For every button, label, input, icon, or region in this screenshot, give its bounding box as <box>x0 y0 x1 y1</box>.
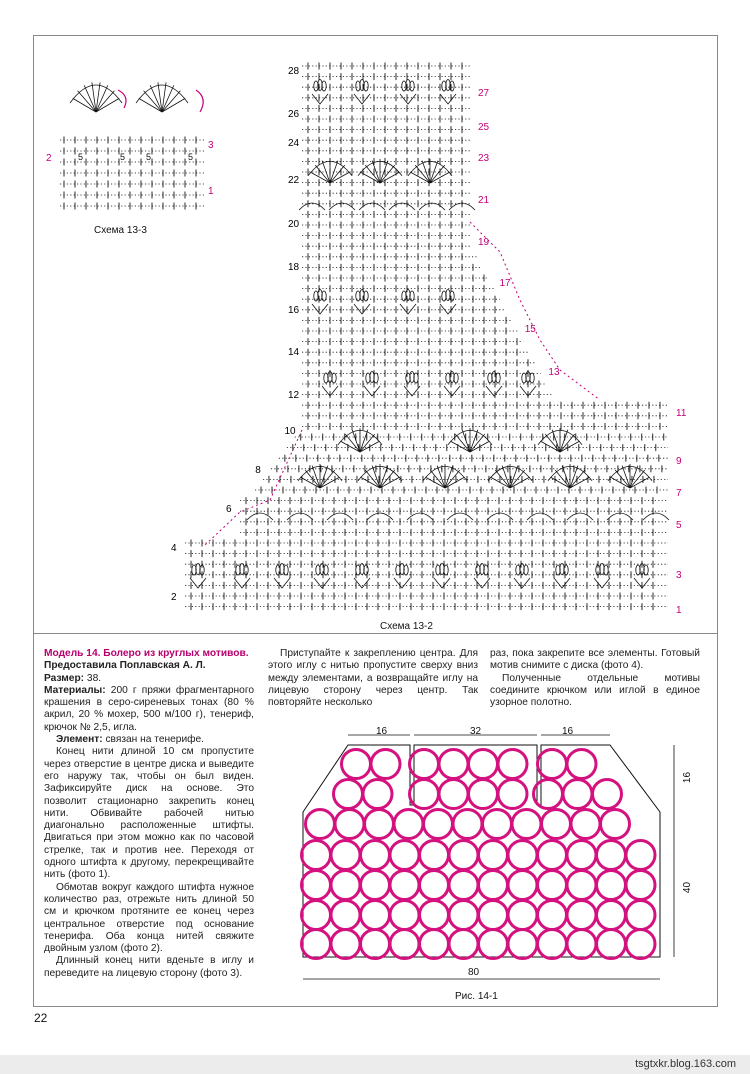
dim-top-right: 16 <box>562 726 574 737</box>
motif-circle <box>601 810 630 839</box>
fan-motif <box>315 165 330 183</box>
motif-circle <box>479 901 508 930</box>
dim-right-top: 16 <box>682 771 694 784</box>
motif-circle <box>331 930 360 959</box>
row-number-left: 6 <box>226 504 232 515</box>
dim-bottom: 80 <box>468 967 480 978</box>
motif-circle <box>420 901 449 930</box>
fan-motif <box>415 165 430 183</box>
motif-circle <box>508 930 537 959</box>
small-scheme-row-1: 1 <box>208 186 214 197</box>
motif-circle <box>302 871 331 900</box>
author-line: Предоставила Поплавская А. Л. <box>44 660 206 672</box>
motif-circle <box>449 871 478 900</box>
figure-caption: Рис. 14-1 <box>455 991 498 1002</box>
article-column-2 <box>268 648 478 709</box>
motif-circle <box>363 780 392 809</box>
motif-circle <box>449 901 478 930</box>
motif-circle <box>449 930 478 959</box>
tulip-motif-stem <box>234 578 250 588</box>
fan-motif <box>360 434 375 452</box>
row-number-right: 11 <box>676 408 687 419</box>
motif-circle <box>306 810 335 839</box>
col3-paragraph-1: раз, пока закрепите все элементы. Готовый мотив снимите с диска (фото 4). <box>490 648 700 672</box>
motif-circle <box>483 810 512 839</box>
row-number-left: 16 <box>288 305 300 316</box>
element-label: Элемент: <box>56 734 103 746</box>
small-stitch-count: 5 <box>78 152 84 162</box>
motif-circle <box>420 871 449 900</box>
row-number-right: 1 <box>676 605 682 616</box>
motif-circle <box>469 780 498 809</box>
tulip-motif-stem <box>440 94 456 104</box>
motif-circle <box>538 930 567 959</box>
row-number-right: 9 <box>676 456 682 467</box>
motif-circle <box>469 750 498 779</box>
motif-circle <box>563 780 592 809</box>
row-number-right: 17 <box>499 278 511 289</box>
article-column-3 <box>490 648 700 709</box>
col1-paragraph-3: Длинный конец нити вденьте в иглу и переведите на лицевую сторону (фото 3). <box>44 955 254 979</box>
motif-circle <box>538 841 567 870</box>
motif-circle <box>365 810 394 839</box>
motif-circle <box>567 750 596 779</box>
tulip-motif-stem <box>514 578 530 588</box>
tulip-motif-stem <box>554 578 570 588</box>
motif-circle <box>626 841 655 870</box>
motif-circle <box>538 901 567 930</box>
materials-label: Материалы: <box>44 684 106 696</box>
motif-circle <box>498 750 527 779</box>
motif-circle <box>302 901 331 930</box>
main-scheme-caption: Схема 13-2 <box>380 621 433 632</box>
motif-circle <box>302 930 331 959</box>
tulip-motif-stem <box>354 94 370 104</box>
fan-motif <box>365 470 380 488</box>
arc-motif <box>327 513 353 520</box>
col1-paragraph-2: Обмотав вокруг каждого штифта нужное количество раз, отрежьте нить длиной 50 см и крючком протяните ее конец через центральное отверстие под основание тенерифа. Оба конца нитей свяжите двойным узлом (фото 2). <box>44 881 254 955</box>
tulip-motif-stem <box>312 304 328 314</box>
motif-circle <box>342 750 371 779</box>
row-number-left: 26 <box>288 109 300 120</box>
motif-circle <box>597 871 626 900</box>
motif-circle <box>571 810 600 839</box>
motif-circle <box>420 930 449 959</box>
fan-motif <box>320 470 335 488</box>
row-number-left: 18 <box>288 262 300 273</box>
arc-motif <box>527 513 553 520</box>
row-number-right: 27 <box>478 88 490 99</box>
motif-circle <box>394 810 423 839</box>
motif-circle <box>479 871 508 900</box>
small-stitch-count: 5 <box>146 152 152 162</box>
small-fan-motif-arc <box>136 85 188 103</box>
motif-circle <box>508 901 537 930</box>
col3-paragraph-2: Полученные отдельные мотивы соедините крючком или иглой в единое узорное полотно. <box>490 672 700 709</box>
arc-motif <box>247 513 273 520</box>
tulip-motif-stem <box>434 578 450 588</box>
element-text: связан на тенерифе. <box>102 734 205 746</box>
motif-circle <box>390 930 419 959</box>
motif-circle <box>361 930 390 959</box>
motif-circle <box>593 780 622 809</box>
motif-circle <box>567 841 596 870</box>
motif-circle <box>626 901 655 930</box>
tulip-motif-stem <box>354 304 370 314</box>
motif-circle <box>567 871 596 900</box>
size-label: Размер: <box>44 672 85 684</box>
small-fan-motif <box>73 98 96 112</box>
small-stitch-count: 5 <box>120 152 126 162</box>
motif-circle <box>567 930 596 959</box>
motif-circle <box>534 780 563 809</box>
fan-motif <box>545 434 560 452</box>
small-scheme-caption: Схема 13-3 <box>94 225 147 236</box>
row-number-left: 14 <box>288 347 300 358</box>
motif-circle <box>479 930 508 959</box>
arc-motif <box>567 513 593 520</box>
row-number-left: 8 <box>255 465 261 476</box>
motif-circle <box>390 841 419 870</box>
motif-circle <box>331 901 360 930</box>
small-stitch-count: 5 <box>188 152 194 162</box>
tulip-motif-stem <box>190 578 206 588</box>
motif-circle <box>334 780 363 809</box>
small-arrow <box>196 90 203 112</box>
fan-motif <box>570 470 585 488</box>
motif-circle <box>420 841 449 870</box>
arc-motif <box>447 513 473 520</box>
footer-bar <box>0 1055 750 1074</box>
fan-motif <box>365 165 380 183</box>
motif-circle <box>508 841 537 870</box>
row-number-right: 5 <box>676 520 682 531</box>
motif-circle <box>302 841 331 870</box>
row-number-left: 22 <box>288 175 300 186</box>
motif-circle <box>331 841 360 870</box>
dim-right-main: 40 <box>682 881 694 894</box>
motif-circle <box>331 871 360 900</box>
row-number-right: 25 <box>478 122 490 133</box>
motif-circle <box>626 871 655 900</box>
tulip-motif-stem <box>394 578 410 588</box>
motif-circle <box>597 841 626 870</box>
watermark: tsgtxkr.blog.163.com <box>635 1058 736 1070</box>
motif-circle <box>361 901 390 930</box>
tulip-motif-stem <box>312 94 328 104</box>
motif-circle <box>424 810 453 839</box>
row-number-left: 28 <box>288 66 300 77</box>
fan-motif <box>380 165 395 183</box>
row-number-left: 20 <box>288 219 300 230</box>
arc-motif <box>643 513 669 520</box>
motif-circle <box>538 871 567 900</box>
motif-circle <box>597 930 626 959</box>
motif-circle <box>567 901 596 930</box>
fan-motif <box>430 470 445 488</box>
motif-circle <box>390 871 419 900</box>
materials-text: 200 г пряжи фрагментарного крашения в серо-сиреневых тонах (80 % акрил, 20 % мохер, 500 м/100 г), тенериф, крючок № 2,5, игла. <box>44 684 254 733</box>
motif-circle <box>361 871 390 900</box>
small-fan-motif <box>139 98 162 112</box>
arc-motif <box>487 513 513 520</box>
row-number-right: 21 <box>478 195 490 206</box>
tulip-motif-stem <box>314 578 330 588</box>
tulip-motif-stem <box>400 304 416 314</box>
small-fan-motif <box>96 98 119 112</box>
motif-circle <box>538 750 567 779</box>
arc-motif <box>287 513 313 520</box>
fan-motif <box>330 165 345 183</box>
small-scheme-row-2: 2 <box>46 153 52 164</box>
small-fan-motif <box>162 98 185 112</box>
motif-circle <box>453 810 482 839</box>
col2-paragraph-1: Приступайте к закреплению центра. Для этого иглу с нитью пропустите сверху вниз между элементами, а возвращайте иглу на лицевую сторону через центр. Так повторяйте несколько <box>268 648 478 709</box>
motif-circle <box>542 810 571 839</box>
row-number-left: 4 <box>171 543 177 554</box>
fan-motif <box>430 165 445 183</box>
dim-top-mid: 32 <box>470 726 482 737</box>
motif-circle <box>626 930 655 959</box>
motif-circle <box>390 901 419 930</box>
motif-circle <box>361 841 390 870</box>
article-column-1 <box>44 648 254 980</box>
dim-top-left: 16 <box>376 726 388 737</box>
row-number-left: 24 <box>288 138 300 149</box>
motif-circle <box>335 810 364 839</box>
row-number-left: 10 <box>284 426 296 437</box>
row-number-right: 13 <box>548 367 560 378</box>
motif-circle <box>508 871 537 900</box>
row-number-right: 3 <box>676 570 682 581</box>
model-title: Модель 14. Болеро из круглых мотивов. <box>44 648 249 659</box>
row-number-right: 15 <box>524 324 536 335</box>
motif-circle <box>498 780 527 809</box>
row-number-left: 12 <box>288 390 300 401</box>
motif-circle <box>512 810 541 839</box>
size-value: 38. <box>84 672 102 684</box>
tulip-motif-stem <box>400 94 416 104</box>
small-scheme-row-3: 3 <box>208 140 214 151</box>
motif-circle <box>371 750 400 779</box>
motif-circle <box>439 750 468 779</box>
tulip-motif-stem <box>274 578 290 588</box>
tulip-motif-stem <box>594 578 610 588</box>
motif-circle <box>597 901 626 930</box>
row-number-right: 23 <box>478 153 490 164</box>
motif-circle <box>449 841 478 870</box>
row-number-right: 19 <box>478 237 490 248</box>
small-fan-motif-arc <box>70 85 122 103</box>
row-number-left: 2 <box>171 592 177 603</box>
tulip-motif-stem <box>440 304 456 314</box>
page-number: 22 <box>34 1011 48 1025</box>
row-number-right: 7 <box>676 488 682 499</box>
motif-circle <box>439 780 468 809</box>
fan-motif <box>555 470 570 488</box>
motif-circle <box>479 841 508 870</box>
col1-paragraph-1: Конец нити длиной 10 см пропустите через отверстие в центре диска и выведите его наружу так, чтобы он был виден. Зафиксируйте диск на основе. Это позволит стационарно закрепить конец нити. Обвивайте рабочей нитью диагонально расположенные штифты. Двигаться при этом можно как по часовой стрелке, так и против нее. Переходя от одного штифта к другому, перекрещивайте нить (фото 1). <box>44 746 254 881</box>
